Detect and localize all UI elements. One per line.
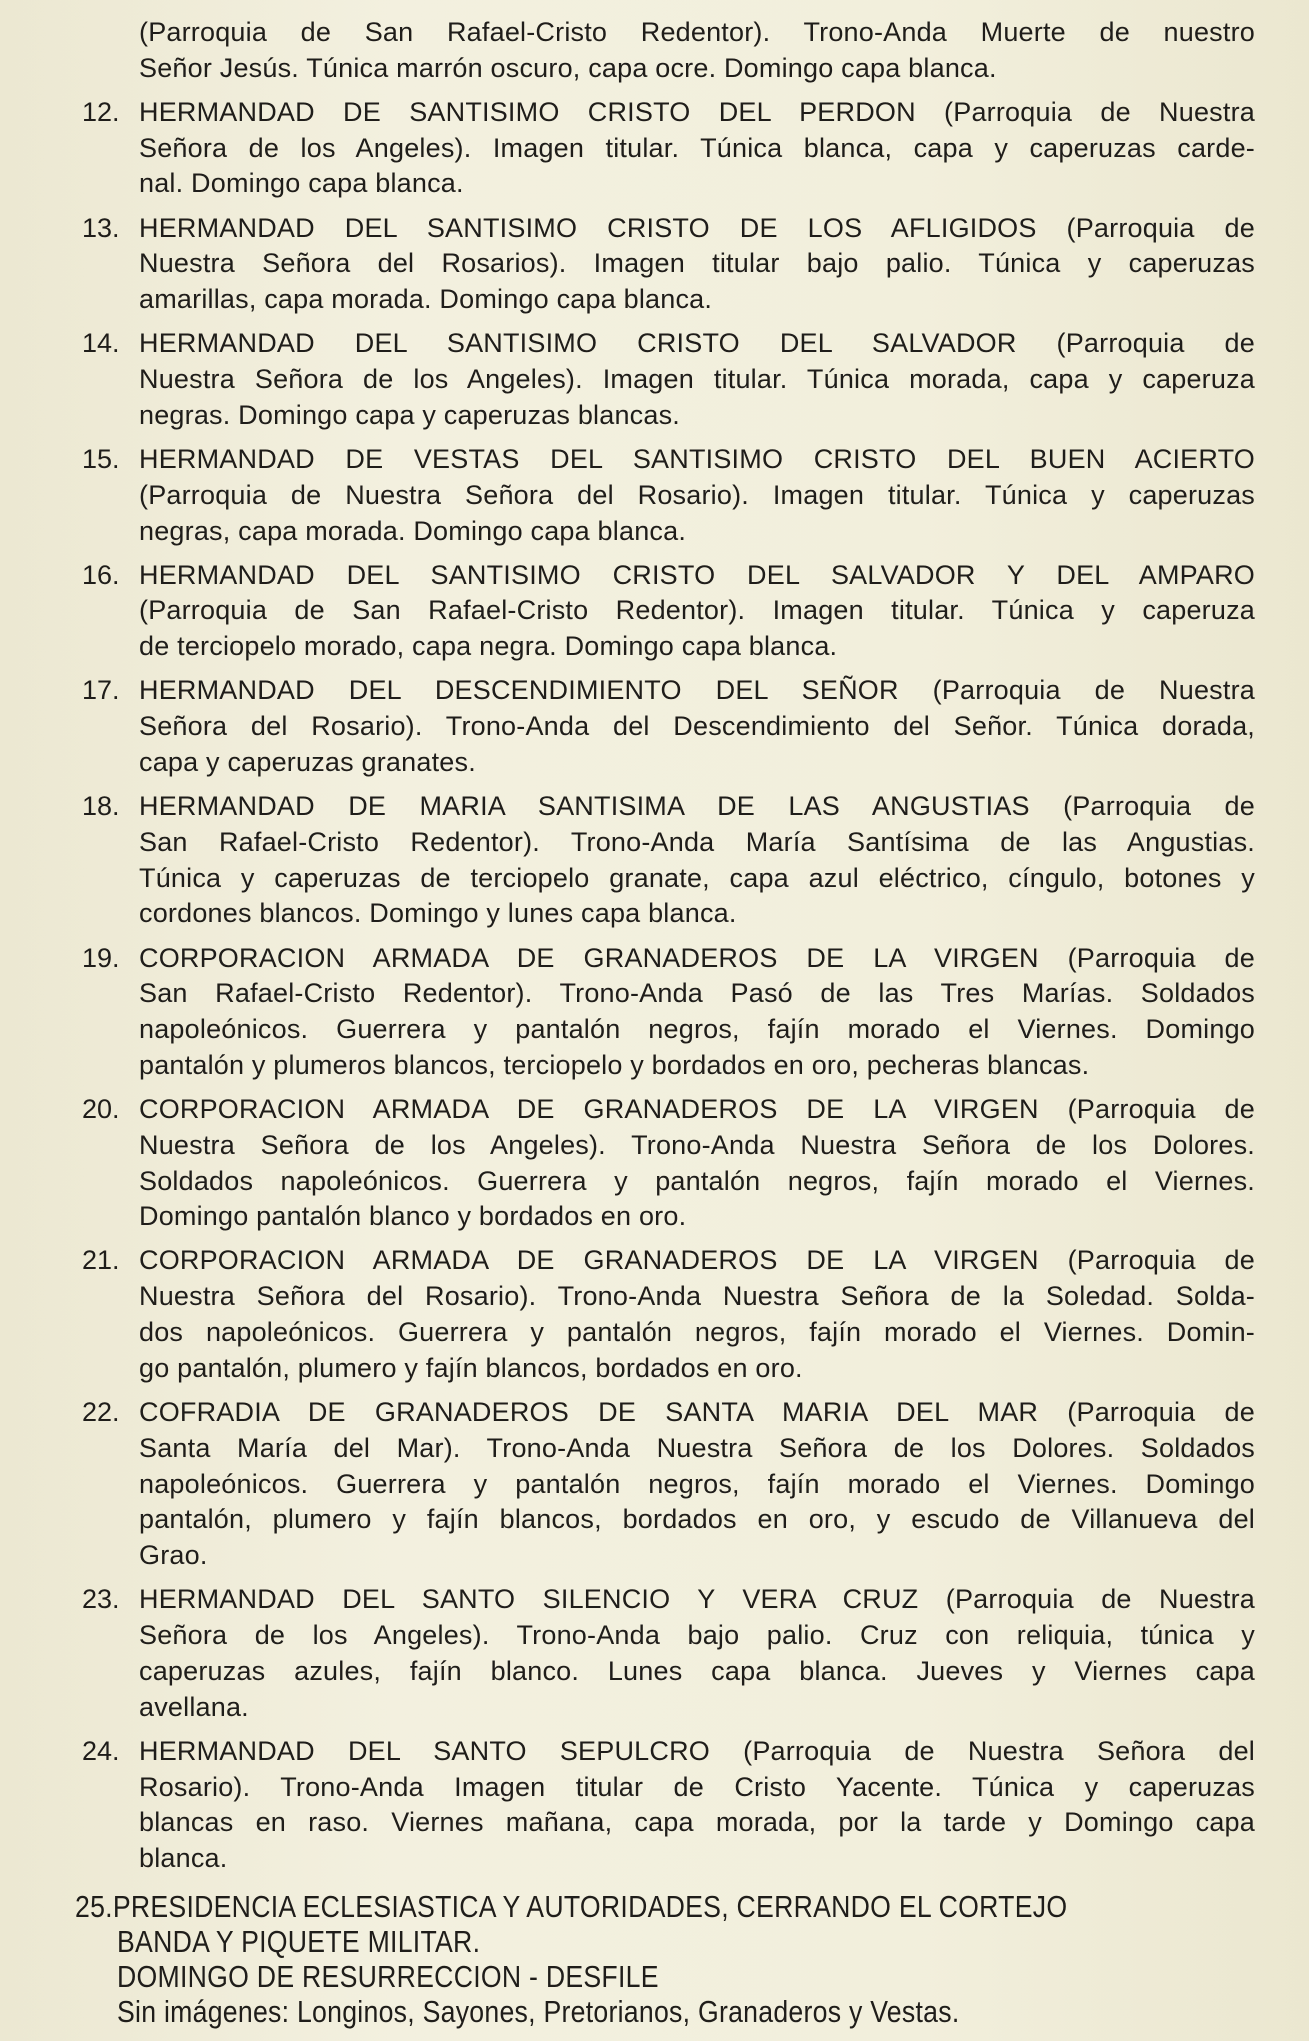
entry-25: [75, 1889, 1309, 2029]
entry-number: 22.: [82, 1396, 120, 1427]
entry-line: napoleónicos. Guerrera y pantalón negros, fajín morado el Viernes. Domingo: [139, 1014, 1255, 1045]
entry-line: HERMANDAD DEL SANTISIMO CRISTO DEL SALVADOR Y DEL AMPARO: [139, 559, 1255, 590]
list-item: [0, 95, 1309, 202]
entry-line: Santa María del Mar). Trono-Anda Nuestra Señora de los Dolores. Soldados: [139, 1432, 1255, 1463]
entry-line: HERMANDAD DEL SANTISIMO CRISTO DEL SALVADOR (Parroquia de: [139, 328, 1255, 359]
entry-number: 19.: [82, 942, 120, 973]
entry-line: Rosario). Trono-Anda Imagen titular de Cristo Yacente. Túnica y caperuzas: [139, 1771, 1255, 1802]
entry-line: Señora de los Angeles). Trono-Anda bajo palio. Cruz con reliquia, túnica y: [139, 1620, 1255, 1651]
entry-line: CORPORACION ARMADA DE GRANADEROS DE LA VIRGEN (Parroquia de: [139, 1093, 1255, 1124]
entry-line: HERMANDAD DEL SANTO SILENCIO Y VERA CRUZ (Parroquia de Nuestra: [139, 1584, 1255, 1615]
entry-line: napoleónicos. Guerrera y pantalón negros, fajín morado el Viernes. Domingo: [139, 1468, 1255, 1499]
entry-number: 18.: [82, 791, 120, 822]
entry-line: capa y caperuzas granates.: [139, 746, 476, 777]
entry-line: HERMANDAD DE VESTAS DEL SANTISIMO CRISTO DEL BUEN ACIERTO: [139, 443, 1255, 474]
entry-number: 21.: [82, 1245, 120, 1276]
entry-line: Señora de los Angeles). Imagen titular. Túnica blanca, capa y caperuzas carde-: [139, 132, 1255, 163]
entry-25-title: 25.PRESIDENCIA ECLESIASTICA Y AUTORIDADES, CERRANDO EL CORTEJO: [75, 1888, 1068, 1924]
entry-line: negras, capa morada. Domingo capa blanca.: [139, 515, 687, 546]
list-item: [0, 558, 1309, 665]
entry-line: pantalón, plumero y fajín blancos, bordados en oro, y escudo de Villanueva del: [139, 1504, 1255, 1535]
entry-line: Señor Jesús. Túnica marrón oscuro, capa ocre. Domingo capa blanca.: [139, 52, 997, 83]
list-item: [0, 673, 1309, 780]
entry-line: nal. Domingo capa blanca.: [139, 168, 464, 199]
entry-line: amarillas, capa morada. Domingo capa blanca.: [139, 284, 713, 315]
entry-line: avellana.: [139, 1691, 249, 1722]
entry-line: de terciopelo morado, capa negra. Domingo capa blanca.: [139, 631, 838, 662]
entry-line: San Rafael-Cristo Redentor). Trono-Anda Pasó de las Tres Marías. Soldados: [139, 978, 1255, 1009]
list-item: [0, 211, 1309, 318]
list-item: [0, 442, 1309, 549]
section-note: Sin imágenes: Longinos, Sayones, Pretorianos, Granaderos y Vestas.: [117, 1993, 960, 2029]
entry-line: COFRADIA DE GRANADEROS DE SANTA MARIA DEL MAR (Parroquia de: [139, 1396, 1255, 1427]
entry-line: Grao.: [139, 1540, 208, 1571]
entry-number: 15.: [82, 443, 120, 474]
entry-line: CORPORACION ARMADA DE GRANADEROS DE LA VIRGEN (Parroquia de: [139, 942, 1255, 973]
entry-number: 16.: [82, 559, 120, 590]
list-item: [0, 1395, 1309, 1574]
entry-number: 17.: [82, 675, 120, 706]
entry-line: Túnica y caperuzas de terciopelo granate, capa azul eléctrico, cíngulo, botones y: [139, 862, 1255, 893]
entry-line: (Parroquia de Nuestra Señora del Rosario). Imagen titular. Túnica y caperuzas: [139, 479, 1255, 510]
entry-line: HERMANDAD DE MARIA SANTISIMA DE LAS ANGUSTIAS (Parroquia de: [139, 791, 1255, 822]
entry-line: HERMANDAD DE SANTISIMO CRISTO DEL PERDON (Parroquia de Nuestra: [139, 96, 1255, 127]
entry-line: (Parroquia de San Rafael-Cristo Redentor). Trono-Anda Muerte de nuestro: [139, 17, 1255, 47]
list-item: [0, 1734, 1309, 1877]
list-item: [0, 1243, 1309, 1386]
entry-line: blancas en raso. Viernes mañana, capa morada, por la tarde y Domingo capa: [139, 1807, 1255, 1838]
entry-line: Nuestra Señora del Rosarios). Imagen titular bajo palio. Túnica y caperuzas: [139, 248, 1255, 279]
entry-25-subtitle: BANDA Y PIQUETE MILITAR.: [117, 1923, 481, 1959]
entry-line: dos napoleónicos. Guerrera y pantalón negros, fajín morado el Viernes. Domin-: [139, 1317, 1255, 1348]
section-heading: DOMINGO DE RESURRECCION - DESFILE: [117, 1958, 659, 1994]
entry-line: cordones blancos. Domingo y lunes capa blanca.: [139, 898, 737, 929]
entry-number: 23.: [82, 1584, 120, 1615]
entry-number: 20.: [82, 1093, 120, 1124]
entry-line: HERMANDAD DEL SANTISIMO CRISTO DE LOS AFLIGIDOS (Parroquia de: [139, 212, 1255, 243]
entry-line: Nuestra Señora de los Angeles). Imagen titular. Túnica morada, capa y caperuza: [139, 364, 1255, 395]
list-item: [0, 789, 1309, 932]
entry-line: HERMANDAD DEL SANTO SEPULCRO (Parroquia de Nuestra Señora del: [139, 1735, 1255, 1766]
entry-line: caperuzas azules, fajín blanco. Lunes capa blanca. Jueves y Viernes capa: [139, 1655, 1255, 1686]
entry-number: 13.: [82, 212, 120, 243]
entry-line: CORPORACION ARMADA DE GRANADEROS DE LA VIRGEN (Parroquia de: [139, 1245, 1255, 1276]
list-item: [0, 326, 1309, 433]
list-item: [0, 1582, 1309, 1725]
entry-11-continuation: [0, 15, 1309, 87]
entry-line: go pantalón, plumero y fajín blancos, bordados en oro.: [139, 1352, 803, 1383]
entry-line: Nuestra Señora de los Angeles). Trono-Anda Nuestra Señora de los Dolores.: [139, 1129, 1255, 1160]
entry-line: HERMANDAD DEL DESCENDIMIENTO DEL SEÑOR (Parroquia de Nuestra: [139, 675, 1255, 706]
entry-line: Nuestra Señora del Rosario). Trono-Anda Nuestra Señora de la Soledad. Solda-: [139, 1281, 1255, 1312]
entry-line: pantalón y plumeros blancos, terciopelo y bordados en oro, pecheras blancas.: [139, 1049, 1090, 1080]
entry-line: blanca.: [139, 1843, 228, 1874]
list-item: [0, 941, 1309, 1084]
entry-number: 24.: [82, 1735, 120, 1766]
entry-list: [0, 95, 1309, 1877]
entry-line: San Rafael-Cristo Redentor). Trono-Anda María Santísima de las Angustias.: [139, 826, 1255, 857]
entry-line: Señora del Rosario). Trono-Anda del Descendimiento del Señor. Túnica dorada,: [139, 711, 1255, 742]
entry-line: negras. Domingo capa y caperuzas blancas.: [139, 399, 681, 430]
entry-number: 12.: [82, 96, 120, 127]
list-item: [0, 1092, 1309, 1235]
entry-number: 14.: [82, 328, 120, 359]
entry-line: Domingo pantalón blanco y bordados en oro.: [139, 1201, 687, 1232]
entry-line: Soldados napoleónicos. Guerrera y pantalón negros, fajín morado el Viernes.: [139, 1165, 1255, 1196]
entry-line: (Parroquia de San Rafael-Cristo Redentor). Imagen titular. Túnica y caperuza: [139, 595, 1255, 626]
